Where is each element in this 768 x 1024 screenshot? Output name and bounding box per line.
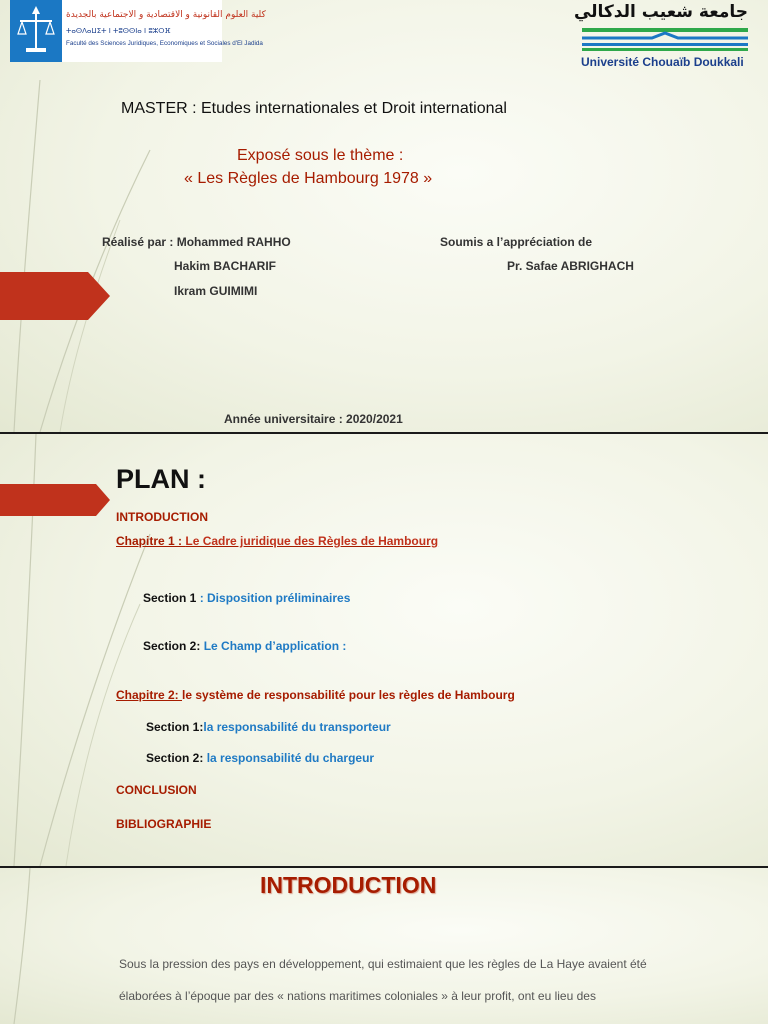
decorative-lines <box>0 0 160 432</box>
faculty-name-french: Faculté des Sciences Juridiques, Economiques et Sociales d'El Jadida <box>66 40 263 47</box>
plan-introduction: INTRODUCTION <box>116 510 208 524</box>
introduction-title: INTRODUCTION <box>260 872 437 898</box>
slide-plan <box>0 434 768 866</box>
red-arrow-tab <box>0 272 110 320</box>
section-2-2: Section 2: la responsabilité du chargeur <box>146 751 375 765</box>
supervisor-label: Soumis a l’appréciation de <box>440 235 593 249</box>
section-1-2: Section 2: Le Champ d’application : <box>143 639 347 653</box>
academic-year: Année universitaire : 2020/2021 <box>224 412 403 426</box>
master-title: MASTER : Etudes internationales et Droit international <box>121 100 507 117</box>
faculty-name-tifinagh: ⵜⴰⵙⴷⴰⵡⵉⵜ ⵏ ⵜⵓⵙⵙⵏⴰ ⵏ ⵓⵣⵔⴼ <box>66 27 171 35</box>
university-emblem-stripes <box>582 26 748 52</box>
section-2-1: Section 1:la responsabilité du transporteur <box>146 720 391 734</box>
plan-conclusion: CONCLUSION <box>116 783 197 797</box>
scales-of-justice-icon <box>10 0 62 62</box>
faculty-name-arabic: كلية العلوم القانونية و الاقتصادية و الاجتماعية بالجديدة <box>66 10 266 20</box>
chapter-1-heading: Chapitre 1 : Le Cadre juridique des Règles de Hambourg <box>116 534 439 548</box>
faculty-logo <box>10 0 266 62</box>
section-1-1: Section 1 : Disposition préliminaires <box>143 591 351 605</box>
chapter-2-heading: Chapitre 2: le système de responsabilité pour les règles de Hambourg <box>116 688 515 702</box>
introduction-paragraph-line: élaborées à l’époque par des « nations maritimes coloniales » à leur profit, ont eu lieu des <box>119 989 596 1003</box>
university-logo <box>573 2 752 70</box>
university-name-arabic: جامعة شعيب الدكالي <box>573 2 748 22</box>
plan-bibliographie: BIBLIOGRAPHIE <box>116 817 212 831</box>
slide-introduction <box>0 868 768 1024</box>
author-name: Ikram GUIMIMI <box>174 284 258 298</box>
plan-title: PLAN : <box>116 464 206 494</box>
author-name: Hakim BACHARIF <box>174 259 277 273</box>
introduction-paragraph-line: Sous la pression des pays en développement, qui estimaient que les règles de La Haye avaient été <box>119 957 647 971</box>
university-name-french: Université Chouaïb Doukkali <box>581 55 744 69</box>
red-arrow-tab <box>0 476 110 524</box>
supervisor-name: Pr. Safae ABRIGHACH <box>507 259 634 273</box>
authors-label: Réalisé par : Mohammed RAHHO <box>102 235 291 249</box>
theme-label: Exposé sous le thème : <box>237 147 404 164</box>
theme-title: « Les Règles de Hambourg 1978 » <box>184 170 433 187</box>
slide-title <box>0 0 768 432</box>
